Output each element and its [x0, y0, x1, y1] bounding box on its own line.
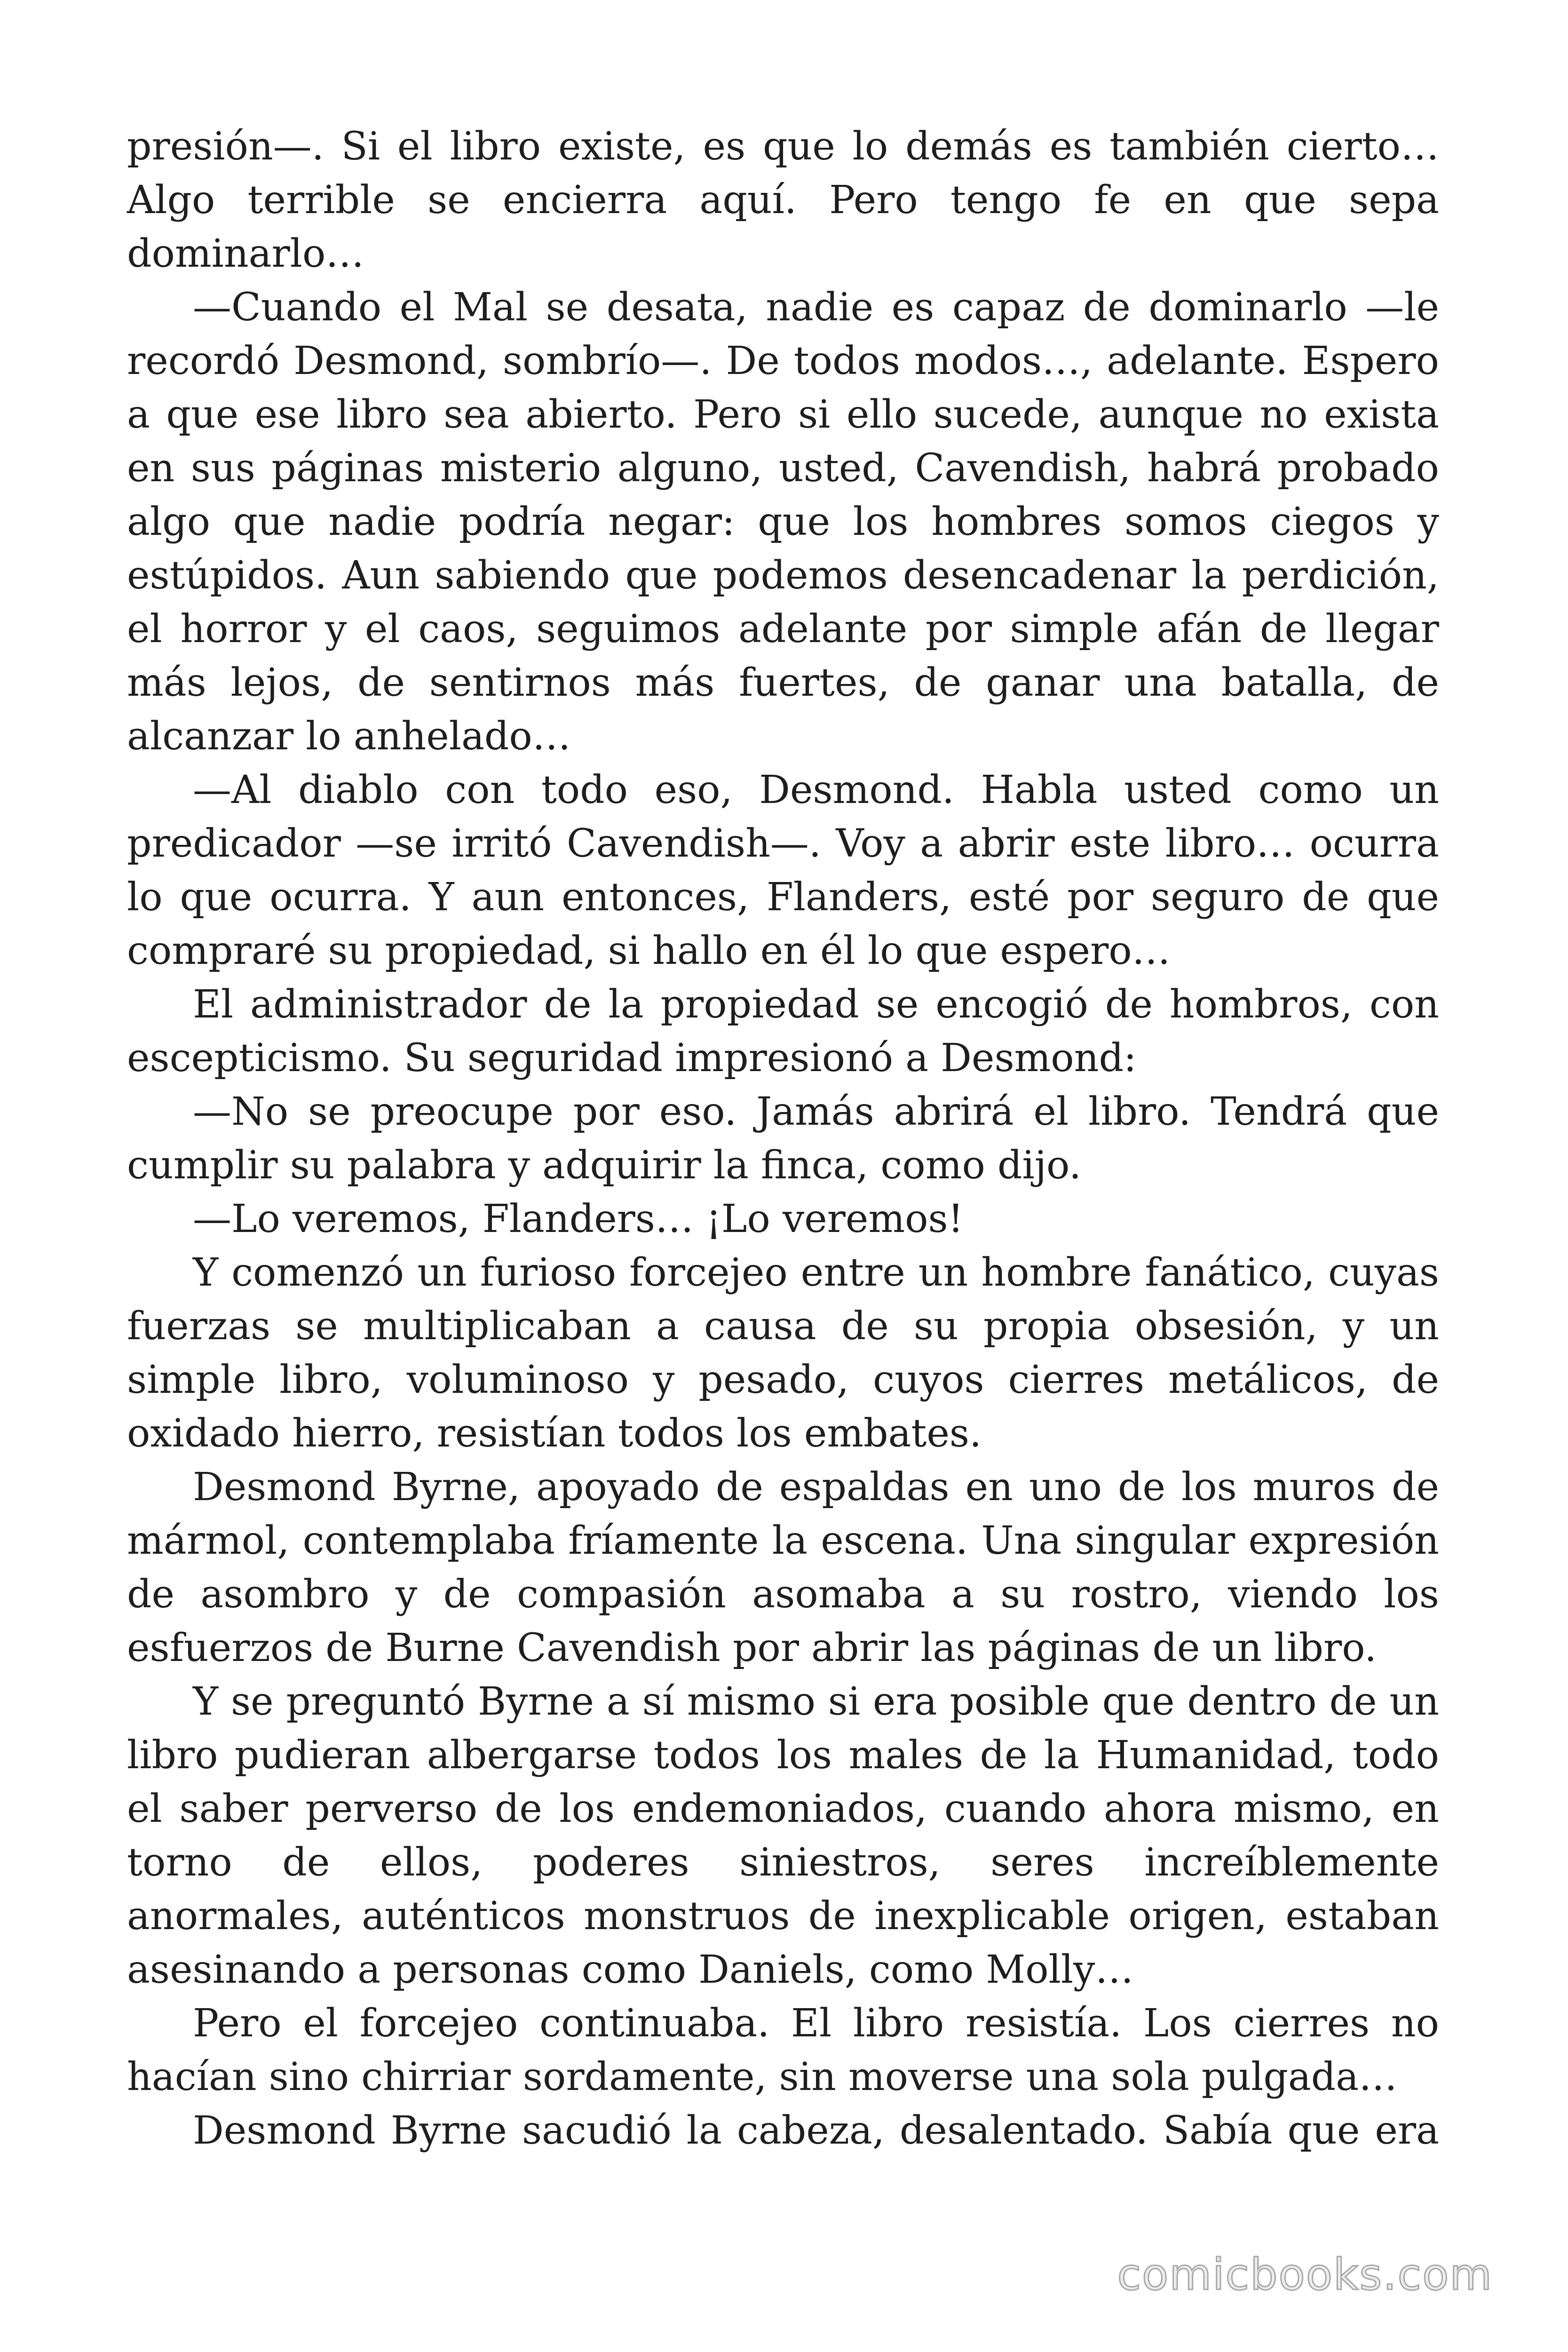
paragraph: Desmond Byrne, apoyado de espaldas en uno de los muros de mármol, contemplaba fríamente la escena. Una singular expresión de asombro y de compasión asomaba a su rostro, viendo los esfuerzos de Burne Cavendish por abrir las páginas de un libro. — [127, 1465, 1439, 1670]
paragraph: Pero el forcejeo continuaba. El libro resistía. Los cierres no hacían sino chirriar sordamente, sin moverse una sola pulgada… — [127, 2001, 1439, 2099]
paragraph-continued: presión—. Si el libro existe, es que lo demás es también cierto… Algo terrible se encierra aquí. Pero tengo fe en que sepa dominarlo… — [127, 124, 1439, 276]
paragraph: —No se preocupe por eso. Jamás abrirá el libro. Tendrá que cumplir su palabra y adquirir la finca, como dijo. — [127, 1089, 1439, 1188]
paragraph: Y se preguntó Byrne a sí mismo si era posible que dentro de un libro pudieran albergarse todos los males de la Humanidad, todo el saber perverso de los endemoniados, cuando ahora mismo, en torno de ellos, poderes siniestros, seres increíblemente anormales, auténticos monstruos de inexplicable origen, estaban asesinando a personas como Daniels, como Molly… — [127, 1679, 1439, 1992]
book-page — [127, 120, 1439, 2237]
paragraph-continues: Desmond Byrne sacudió la cabeza, desalentado. Sabía que era — [193, 2108, 1439, 2153]
paragraph: —Lo veremos, Flanders… ¡Lo veremos! — [193, 1197, 964, 1241]
paragraph: El administrador de la propiedad se encogió de hombros, con escepticismo. Su seguridad impresionó a Desmond: — [127, 982, 1439, 1081]
paragraph: Y comenzó un furioso forcejeo entre un hombre fanático, cuyas fuerzas se multiplicaban a causa de su propia obsesión, y un simple libro, voluminoso y pesado, cuyos cierres metálicos, de oxidado hierro, resistían todos los embates. — [127, 1250, 1439, 1456]
paragraph: —Cuando el Mal se desata, nadie es capaz de dominarlo —le recordó Desmond, sombrío—. De todos modos…, adelante. Espero a que ese libro sea abierto. Pero si ello sucede, aunque no exista en sus páginas misterio alguno, usted, Cavendish, habrá probado algo que nadie podría negar: que los hombres somos ciegos y estúpidos. Aun sabiendo que podemos desencadenar la perdición, el horror y el caos, seguimos adelante por simple afán de llegar más lejos, de sentirnos más fuertes, de ganar una batalla, de alcanzar lo anhelado… — [127, 285, 1439, 759]
paragraph: —Al diablo con todo eso, Desmond. Habla usted como un predicador —se irritó Cavendish—. Voy a abrir este libro… ocurra lo que ocurra. Y aun entonces, Flanders, esté por seguro de que compraré su propiedad, si hallo en él lo que espero… — [127, 768, 1439, 973]
site-watermark: comicbooks.com — [1117, 2249, 1493, 2300]
